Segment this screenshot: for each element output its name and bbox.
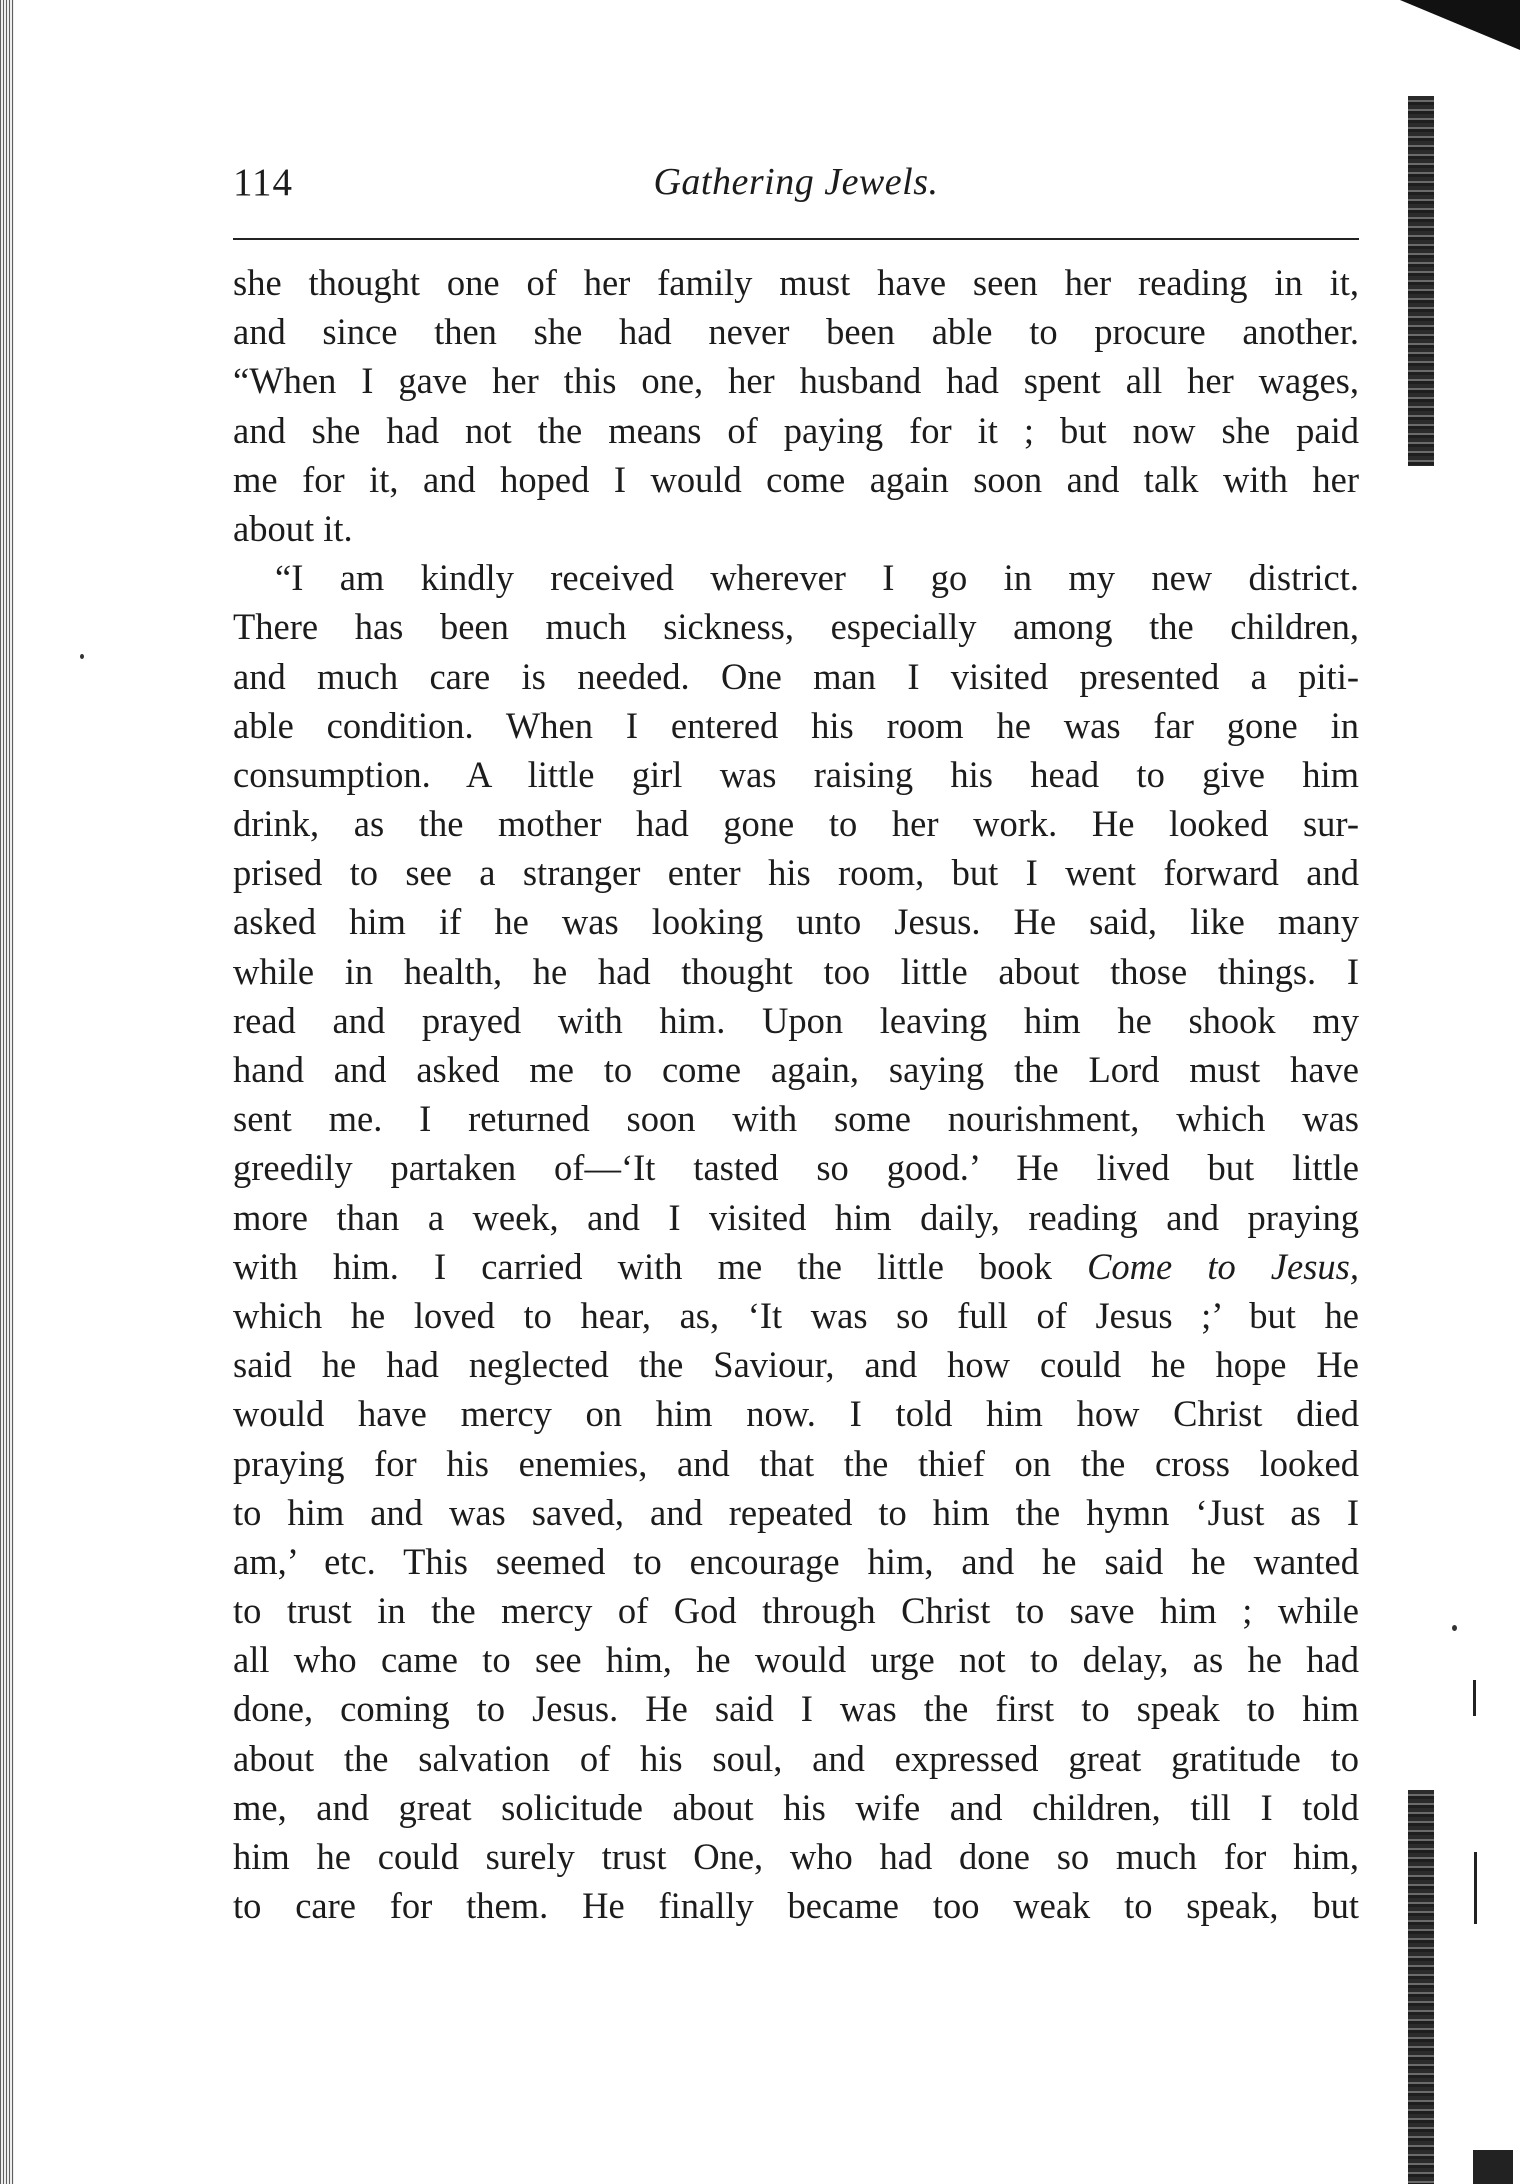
text-line: all who came to see him, he would urge not to delay, as he had xyxy=(233,1639,1359,1681)
binding-gutter xyxy=(0,0,14,2184)
text-line: greedily partaken of—‘It tasted so good.’ He lived but little xyxy=(233,1147,1359,1189)
text-line: “I am kindly received wherever I go in my new district. xyxy=(275,557,1359,599)
text-line: him he could surely trust One, who had done so much for him, xyxy=(233,1836,1359,1877)
text-line: about it. xyxy=(233,507,353,549)
edge-mark xyxy=(1474,1852,1477,1924)
text-line: more than a week, and I visited him daily, reading and praying xyxy=(233,1196,1359,1238)
text-line: hand and asked me to come again, saying the Lord must have xyxy=(233,1049,1359,1090)
text-line: about the salvation of his soul, and expressed great gratitude to xyxy=(233,1737,1359,1779)
text-line: consumption. A little girl was raising his head to give him xyxy=(233,753,1359,795)
text-line: would have mercy on him now. I told him how Christ died xyxy=(233,1393,1359,1435)
text-line: to trust in the mercy of God through Christ to save him ; while xyxy=(233,1590,1359,1632)
header-rule xyxy=(233,238,1359,240)
text-line: which he loved to hear, as, ‘It was so full of Jesus ;’ but he xyxy=(233,1294,1359,1336)
body-text xyxy=(233,258,1359,1930)
text-line: she thought one of her family must have seen her reading in it, xyxy=(233,262,1359,303)
text-line: to him and was saved, and repeated to him the hymn ‘Just as I xyxy=(233,1491,1359,1533)
text-line: said he had neglected the Saviour, and how could he hope He xyxy=(233,1344,1359,1386)
page-edge-top xyxy=(1408,96,1434,466)
edge-mark xyxy=(1473,2150,1513,2184)
page-number: 114 xyxy=(233,161,294,204)
text-line: and since then she had never been able to procure another. xyxy=(233,311,1359,353)
text-line: done, coming to Jesus. He said I was the first to speak to him xyxy=(233,1688,1359,1730)
scan-speck xyxy=(80,654,84,659)
text-line: read and prayed with him. Upon leaving him he shook my xyxy=(233,999,1359,1041)
text-line: and she had not the means of paying for it ; but now she paid xyxy=(233,409,1359,451)
text-line: prised to see a stranger enter his room, but I went forward and xyxy=(233,852,1359,894)
edge-mark xyxy=(1473,1680,1476,1716)
text-line: me for it, and hoped I would come again soon and talk with her xyxy=(233,458,1359,500)
book-title: Come to Jesus, xyxy=(1087,1245,1359,1287)
text-line: praying for his enemies, and that the thief on the cross looked xyxy=(233,1442,1359,1484)
text-line: and much care is needed. One man I visited presented a piti- xyxy=(233,655,1359,697)
text-line: “When I gave her this one, her husband had spent all her wages, xyxy=(233,360,1359,402)
text-line: able condition. When I entered his room he was far gone in xyxy=(233,704,1359,746)
text-segment: with him. I carried with me the little book xyxy=(233,1245,1052,1287)
text-line: There has been much sickness, especially among the children, xyxy=(233,606,1359,648)
text-line: am,’ etc. This seemed to encourage him, and he said he wanted xyxy=(233,1540,1359,1582)
page-edge-bottom xyxy=(1408,1790,1434,2184)
scan-corner xyxy=(1400,0,1520,50)
text-line: while in health, he had thought too little about those things. I xyxy=(233,950,1359,992)
text-line: me, and great solicitude about his wife and children, till I told xyxy=(233,1786,1359,1828)
text-line: sent me. I returned soon with some nourishment, which was xyxy=(233,1098,1359,1140)
running-title: Gathering Jewels. xyxy=(653,161,939,203)
text-line-with-title xyxy=(233,1242,1359,1291)
scan-speck xyxy=(1452,1625,1457,1631)
text-line: asked him if he was looking unto Jesus. He said, like many xyxy=(233,901,1359,943)
text-line: drink, as the mother had gone to her work. He looked sur- xyxy=(233,803,1359,845)
page-header xyxy=(233,160,1359,212)
text-line: to care for them. He finally became too weak to speak, but xyxy=(233,1885,1359,1927)
